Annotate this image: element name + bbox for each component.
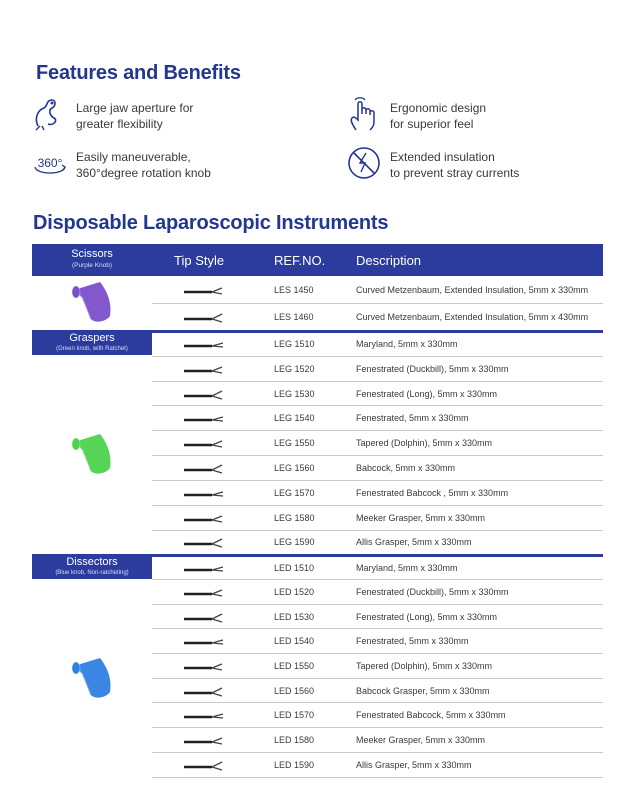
tip-style-icon xyxy=(182,584,228,600)
tip-style-icon xyxy=(182,309,228,325)
ref-cell: LES 1460 xyxy=(274,304,356,332)
header-ref-label: REF.NO. xyxy=(274,252,326,268)
feature-jaw-line1: Large jaw aperture for xyxy=(76,101,194,115)
group-graspers-header xyxy=(32,333,152,355)
description-cell: Meeker Grasper, 5mm x 330mm xyxy=(356,728,603,753)
ref-cell: LEG 1540 xyxy=(274,406,356,431)
table-row xyxy=(32,555,603,580)
description-cell: Curved Metzenbaum, Extended Insulation, 5mm x 330mm xyxy=(356,276,603,304)
ref-cell: LEG 1550 xyxy=(274,431,356,456)
ref-cell: LEG 1560 xyxy=(274,456,356,481)
scissors-knob-icon xyxy=(64,276,120,328)
table-header xyxy=(32,244,603,276)
group-graspers-name: Graspers xyxy=(69,332,115,344)
graspers-knob-icon xyxy=(64,428,120,480)
tip-style-icon xyxy=(182,410,228,426)
description-cell: Babcock, 5mm x 330mm xyxy=(356,456,603,481)
tip-style-cell xyxy=(152,654,274,679)
description-cell: Fenestrated (Long), 5mm x 330mm xyxy=(356,604,603,629)
tip-style-cell xyxy=(152,381,274,406)
ref-cell: LED 1590 xyxy=(274,752,356,777)
tip-style-cell xyxy=(152,304,274,332)
tip-style-cell xyxy=(152,332,274,357)
group-dissectors-name: Dissectors xyxy=(66,555,118,568)
tip-style-cell xyxy=(152,456,274,481)
no-current-icon xyxy=(346,145,382,181)
group-graspers-cell xyxy=(32,332,152,556)
tip-style-cell xyxy=(152,530,274,555)
tip-style-icon xyxy=(182,707,228,723)
description-cell: Curved Metzenbaum, Extended Insulation, 5mm x 430mm xyxy=(356,304,603,332)
group-scissors-name: Scissors xyxy=(71,248,113,260)
tip-style-cell xyxy=(152,276,274,304)
tip-style-icon xyxy=(182,361,228,377)
group-dissectors-cell xyxy=(32,555,152,777)
table-row xyxy=(32,276,603,304)
tip-style-icon xyxy=(182,460,228,476)
description-cell: Fenestrated (Duckbill), 5mm x 330mm xyxy=(356,580,603,605)
tip-style-icon xyxy=(182,435,228,451)
description-cell: Maryland, 5mm x 330mm xyxy=(356,332,603,357)
tip-style-cell xyxy=(152,480,274,505)
ref-cell: LEG 1570 xyxy=(274,480,356,505)
ref-cell: LED 1560 xyxy=(274,678,356,703)
tip-style-icon xyxy=(182,560,228,576)
rotation-360-label: 360° xyxy=(37,156,63,170)
group-scissors-image xyxy=(32,276,152,332)
tip-style-cell xyxy=(152,629,274,654)
group-dissectors-header xyxy=(32,557,152,579)
tip-style-cell xyxy=(152,431,274,456)
tip-style-icon xyxy=(182,732,228,748)
hand-icon xyxy=(346,96,382,132)
tip-style-cell xyxy=(152,555,274,580)
feature-ergonomic-line1: Ergonomic design xyxy=(390,101,487,115)
table-row xyxy=(32,332,603,357)
feature-insulation-line1: Extended insulation xyxy=(390,150,495,164)
description-cell: Maryland, 5mm x 330mm xyxy=(356,555,603,580)
tip-style-cell xyxy=(152,505,274,530)
header-desc-label: Description xyxy=(356,252,422,268)
tip-style-cell xyxy=(152,678,274,703)
feature-rotation xyxy=(32,145,211,181)
ref-cell: LEG 1580 xyxy=(274,505,356,530)
tip-style-cell xyxy=(152,703,274,728)
feature-rotation-line1: Easily maneuverable, xyxy=(76,150,191,164)
description-cell: Fenestrated (Duckbill), 5mm x 330mm xyxy=(356,356,603,381)
header-ref xyxy=(274,244,356,276)
ref-cell: LED 1510 xyxy=(274,555,356,580)
jaw-icon xyxy=(32,96,68,132)
header-tip xyxy=(152,244,274,276)
description-cell: Meeker Grasper, 5mm x 330mm xyxy=(356,505,603,530)
feature-ergonomic xyxy=(346,96,486,132)
feature-ergonomic-line2: for superior feel xyxy=(390,117,474,131)
tip-style-icon xyxy=(182,757,228,773)
group-graspers-sub: (Green knob, with Ratchet) xyxy=(56,346,128,352)
tip-style-icon xyxy=(182,609,228,625)
ref-cell: LED 1580 xyxy=(274,728,356,753)
tip-style-icon xyxy=(182,534,228,550)
header-desc xyxy=(356,244,603,276)
tip-style-icon xyxy=(182,510,228,526)
header-scissors xyxy=(32,244,152,276)
ref-cell: LED 1530 xyxy=(274,604,356,629)
description-cell: Tapered (Dolphin), 5mm x 330mm xyxy=(356,654,603,679)
group-dissectors-sub: (Blue knob, Non-ratcheting) xyxy=(55,569,129,576)
rotation-360-icon xyxy=(32,145,68,181)
features-title: Features and Benefits xyxy=(36,62,241,84)
tip-style-cell xyxy=(152,406,274,431)
ref-cell: LED 1570 xyxy=(274,703,356,728)
ref-cell: LEG 1590 xyxy=(274,530,356,555)
tip-style-cell xyxy=(152,580,274,605)
instruments-table xyxy=(32,244,603,778)
description-cell: Fenestrated (Long), 5mm x 330mm xyxy=(356,381,603,406)
tip-style-cell xyxy=(152,728,274,753)
ref-cell: LED 1550 xyxy=(274,654,356,679)
feature-jaw-line2: greater flexibility xyxy=(76,117,163,131)
ref-cell: LEG 1520 xyxy=(274,356,356,381)
group-scissors-sub: (Purple Knob) xyxy=(71,262,113,269)
ref-cell: LED 1520 xyxy=(274,580,356,605)
description-cell: Tapered (Dolphin), 5mm x 330mm xyxy=(356,431,603,456)
tip-style-icon xyxy=(182,485,228,501)
tip-style-cell xyxy=(152,604,274,629)
ref-cell: LES 1450 xyxy=(274,276,356,304)
tip-style-icon xyxy=(182,386,228,402)
tip-style-icon xyxy=(182,683,228,699)
tip-style-icon xyxy=(182,282,228,298)
feature-rotation-line2: 360°degree rotation knob xyxy=(76,166,211,180)
ref-cell: LED 1540 xyxy=(274,629,356,654)
ref-cell: LEG 1510 xyxy=(274,332,356,357)
feature-insulation xyxy=(346,145,519,181)
tip-style-icon xyxy=(182,633,228,649)
description-cell: Allis Grasper, 5mm x 330mm xyxy=(356,530,603,555)
description-cell: Babcock Grasper, 5mm x 330mm xyxy=(356,678,603,703)
description-cell: Fenestrated Babcock, 5mm x 330mm xyxy=(356,703,603,728)
ref-cell: LEG 1530 xyxy=(274,381,356,406)
dissectors-knob-icon xyxy=(64,652,120,704)
feature-jaw xyxy=(32,96,193,132)
description-cell: Fenestrated Babcock , 5mm x 330mm xyxy=(356,480,603,505)
description-cell: Fenestrated, 5mm x 330mm xyxy=(356,629,603,654)
feature-insulation-line2: to prevent stray currents xyxy=(390,166,520,180)
tip-style-icon xyxy=(182,658,228,674)
tip-style-cell xyxy=(152,356,274,381)
description-cell: Allis Grasper, 5mm x 330mm xyxy=(356,752,603,777)
header-tip-label: Tip Style xyxy=(174,252,225,268)
description-cell: Fenestrated, 5mm x 330mm xyxy=(356,406,603,431)
tip-style-icon xyxy=(182,336,228,352)
instruments-title: Disposable Laparoscopic Instruments xyxy=(33,212,389,234)
tip-style-cell xyxy=(152,752,274,777)
